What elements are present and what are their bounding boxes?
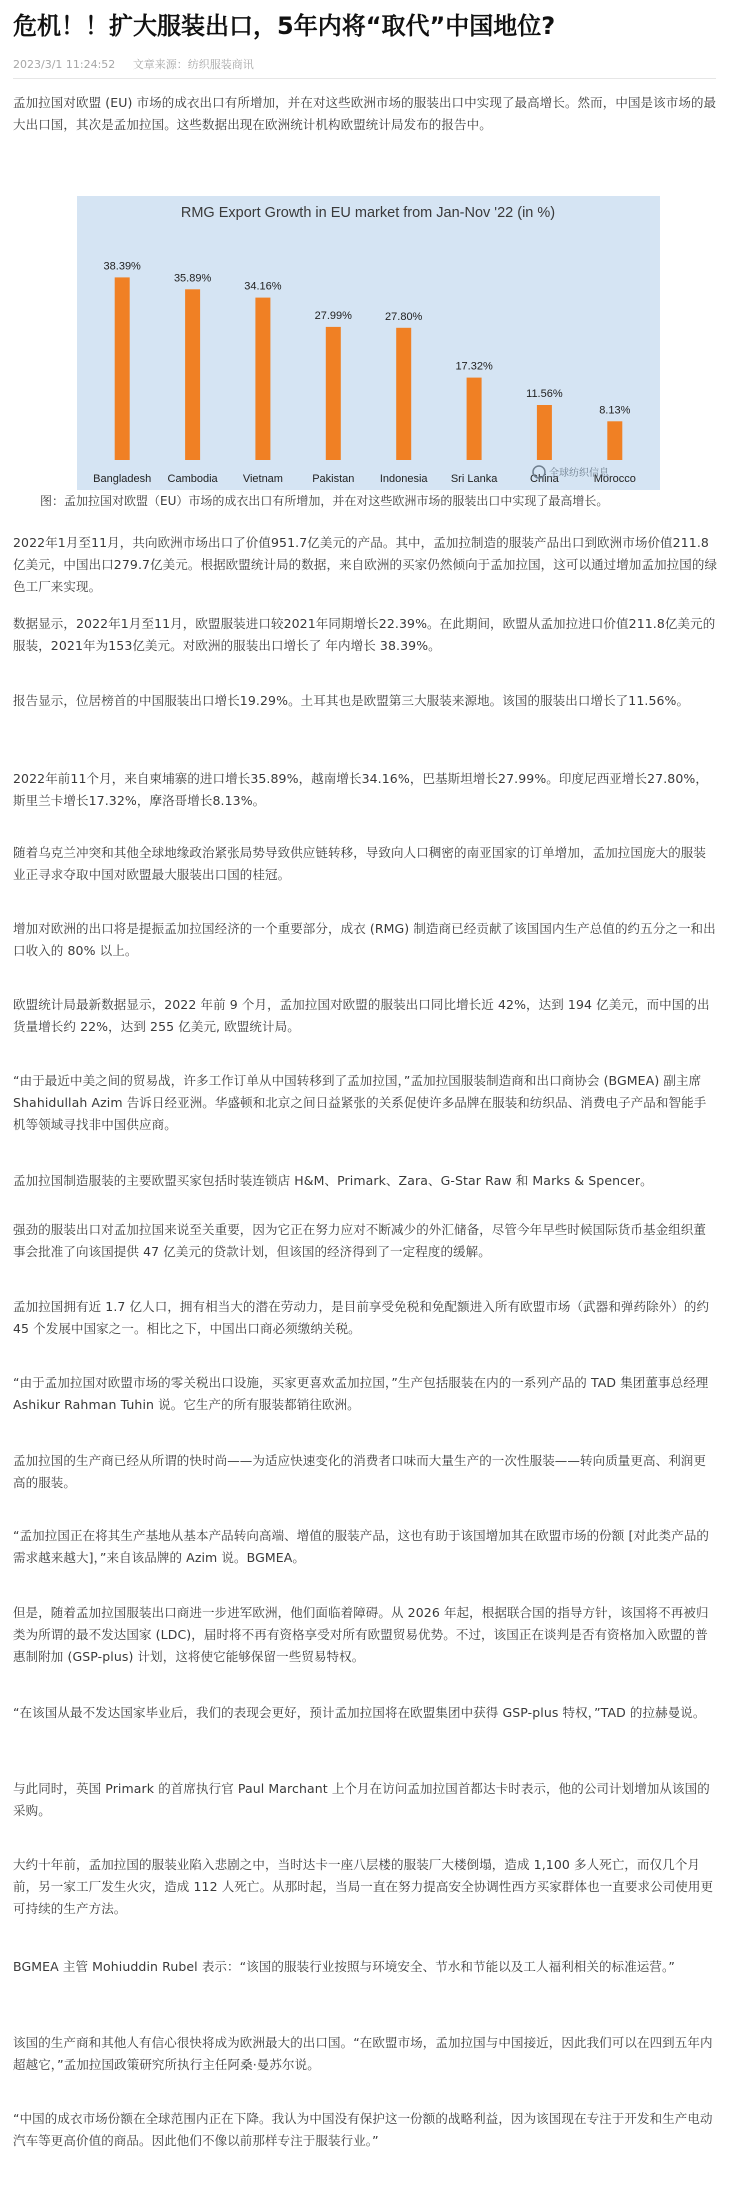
chart-title: RMG Export Growth in EU market from Jan-Nov '22 (in %) xyxy=(180,205,556,221)
paragraph: 孟加拉国对欧盟 (EU) 市场的成衣出口有所增加，并在对这些欧洲市场的服装出口中实现了最高增长。然而，中国是该市场的最大出口国，其次是孟加拉国。这些数据出现在欧洲统计机构欧盟统计局发布的报告中。 xyxy=(13,95,717,132)
chart-caption: 图：孟加拉国对欧盟（EU）市场的成衣出口有所增加，并在对这些欧洲市场的服装出口中实现了最高增长。 xyxy=(40,494,609,508)
paragraph: 增加对欧洲的出口将是提振孟加拉国经济的一个重要部分，成衣 (RMG) 制造商已经贡献了该国国内生产总值的约五分之一和出口收入的 80% 以上。 xyxy=(13,921,716,958)
category-label: Sri Lanka xyxy=(450,473,498,485)
category-label: Vietnam xyxy=(242,473,283,485)
data-label: 35.89% xyxy=(173,272,212,285)
title-divider xyxy=(13,78,716,79)
bar-cambodia xyxy=(185,289,200,460)
paragraph: “由于最近中美之间的贸易战，许多工作订单从中国转移到了孟加拉国，”孟加拉国服装制造商和出口商协会 (BGMEA) 副主席 Shahidullah Azim 告诉日经亚洲。华盛顿和北京之间日益紧张的关系促使许多品牌在服装和纺织品、消费电子产品和智能手机等领域寻找非中国供应商。 xyxy=(13,1073,707,1132)
rmg-export-chart xyxy=(77,196,660,490)
paragraph: 2022年前11个月，来自柬埔寨的进口增长35.89%，越南增长34.16%，巴基斯坦增长27.99%。印度尼西亚增长27.80%，斯里兰卡增长17.32%，摩洛哥增长8.13%。 xyxy=(13,771,708,808)
paragraph: BGMEA 主管 Mohiuddin Rubel 表示：“该国的服装行业按照与环境安全、节水和节能以及工人福利相关的标准运营。” xyxy=(13,1959,675,1974)
bar-chart xyxy=(77,196,660,490)
article-meta xyxy=(13,56,268,72)
category-label: China xyxy=(530,473,559,485)
paragraph: “在该国从最不发达国家毕业后，我们的表现会更好，预计孟加拉国将在欧盟集团中获得 GSP-plus 特权，”TAD 的拉赫曼说。 xyxy=(13,1705,706,1720)
bar-china xyxy=(537,405,552,460)
bar-morocco xyxy=(607,421,622,460)
bar-vietnam xyxy=(255,298,270,460)
bar-bangladesh xyxy=(115,277,130,460)
category-label: Cambodia xyxy=(167,473,218,485)
paragraph: 孟加拉国制造服装的主要欧盟买家包括时装连锁店 H&M、Primark、Zara、G-Star Raw 和 Marks & Spencer。 xyxy=(13,1173,653,1188)
paragraph: 随着乌克兰冲突和其他全球地缘政治紧张局势导致供应链转移，导致向人口稠密的南亚国家的订单增加，孟加拉国庞大的服装业正寻求夺取中国对欧盟最大服装出口国的桂冠。 xyxy=(13,845,707,882)
bar-sri-lanka xyxy=(467,378,482,460)
paragraph: 2022年1月至11月，共向欧洲市场出口了价值951.7亿美元的产品。其中，孟加拉制造的服装产品出口到欧洲市场价值211.8亿美元，中国出口279.7亿美元。根据欧盟统计局的数据，来自欧洲的买家仍然倾向于孟加拉国，这可以通过增加孟加拉国的绿色工厂来实现。 xyxy=(13,535,718,594)
data-label: 8.13% xyxy=(599,404,631,417)
category-label: Pakistan xyxy=(312,473,355,485)
paragraph: 欧盟统计局最新数据显示，2022 年前 9 个月，孟加拉国对欧盟的服装出口同比增长近 42%，达到 194 亿美元，而中国的出货量增长约 22%，达到 255 亿美元, 欧盟统计局。 xyxy=(13,997,710,1034)
paragraph: 但是，随着孟加拉国服装出口商进一步进军欧洲，他们面临着障碍。从 2026 年起，根据联合国的指导方针，该国将不再被归类为所谓的最不发达国家 (LDC)，届时将不再有资格享受对所有欧盟贸易优势。不过，该国正在谈判是否有资格加入欧盟的普惠制附加 (GSP-plus) 计划，这将使它能够保留一些贸易特权。 xyxy=(13,1605,709,1664)
publish-date: 2023/3/1 11:24:52 xyxy=(13,58,116,71)
bar-indonesia xyxy=(396,328,411,460)
paragraph: “孟加拉国正在将其生产基地从基本产品转向高端、增值的服装产品，这也有助于该国增加其在欧盟市场的份额 [对此类产品的需求越来越大]，”来自该品牌的 Azim 说。BGMEA。 xyxy=(13,1528,710,1565)
watermark-text: 全球纺织信息 xyxy=(549,468,609,479)
data-label: 27.80% xyxy=(385,310,423,323)
paragraph: 该国的生产商和其他人有信心很快将成为欧洲最大的出口国。“在欧盟市场，孟加拉国与中国接近，因此我们可以在四到五年内超越它，”孟加拉国政策研究所执行主任阿桑·曼苏尔说。 xyxy=(13,2035,713,2072)
article-source: 文章来源：纺织服装商讯 xyxy=(132,58,254,71)
paragraph: 数据显示，2022年1月至11月，欧盟服装进口较2021年同期增长22.39%。在此期间，欧盟从孟加拉进口价值211.8亿美元的服装，2021年为153亿美元。对欧洲的服装出口增长了 年内增长 38.39%。 xyxy=(13,616,716,653)
category-label: Morocco xyxy=(593,473,636,485)
paragraph: 与此同时，英国 Primark 的首席执行官 Paul Marchant 上个月在访问孟加拉国首都达卡时表示，他的公司计划增加从该国的采购。 xyxy=(13,1781,710,1818)
data-label: 27.99% xyxy=(314,309,352,322)
chart-background xyxy=(77,196,660,490)
paragraph: 大约十年前，孟加拉国的服装业陷入悲剧之中，当时达卡一座八层楼的服装厂大楼倒塌，造成 1,100 多人死亡，而仅几个月前，另一家工厂发生火灾，造成 112 人死亡。从那时起，当局一直在努力提高安全协调性西方买家群体也一直要求公司使用更可持续的生产方法。 xyxy=(13,1857,714,1916)
category-label: Bangladesh xyxy=(93,473,152,485)
category-label: Indonesia xyxy=(379,473,428,485)
data-label: 38.39% xyxy=(103,260,141,273)
paragraph: “由于孟加拉国对欧盟市场的零关税出口设施，买家更喜欢孟加拉国，”生产包括服装在内的一系列产品的 TAD 集团董事总经理 Ashikur Rahman Tuhin 说。它生产的所有服装都销往欧洲。 xyxy=(13,1375,709,1412)
paragraph: 孟加拉国拥有近 1.7 亿人口，拥有相当大的潜在劳动力，是目前享受免税和免配额进入所有欧盟市场（武器和弹药除外）的约 45 个发展中国家之一。相比之下，中国出口商必须缴纳关税。 xyxy=(13,1299,710,1336)
paragraph: 强劲的服装出口对孟加拉国来说至关重要，因为它正在努力应对不断减少的外汇储备，尽管今年早些时候国际货币基金组织董事会批准了向该国提供 47 亿美元的贷款计划，但该国的经济得到了一定程度的缓解。 xyxy=(13,1222,707,1259)
paragraph: “中国的成衣市场份额在全球范围内正在下降。我认为中国没有保护这一份额的战略利益，因为该国现在专注于开发和生产电动汽车等更高价值的商品。因此他们不像以前那样专注于服装行业。” xyxy=(13,2111,713,2148)
data-label: 17.32% xyxy=(455,360,493,373)
article-title: 危机！！扩大服装出口，5年内将“取代”中国地位? xyxy=(13,12,556,40)
data-label: 34.16% xyxy=(244,280,282,293)
paragraph: 报告显示，位居榜首的中国服装出口增长19.29%。土耳其也是欧盟第三大服装来源地。该国的服装出口增长了11.56%。 xyxy=(13,693,690,708)
data-label: 11.56% xyxy=(526,388,563,400)
paragraph: 孟加拉国的生产商已经从所谓的快时尚——为适应快速变化的消费者口味而大量生产的一次性服装——转向质量更高、利润更高的服装。 xyxy=(13,1453,707,1490)
bar-pakistan xyxy=(326,327,341,460)
